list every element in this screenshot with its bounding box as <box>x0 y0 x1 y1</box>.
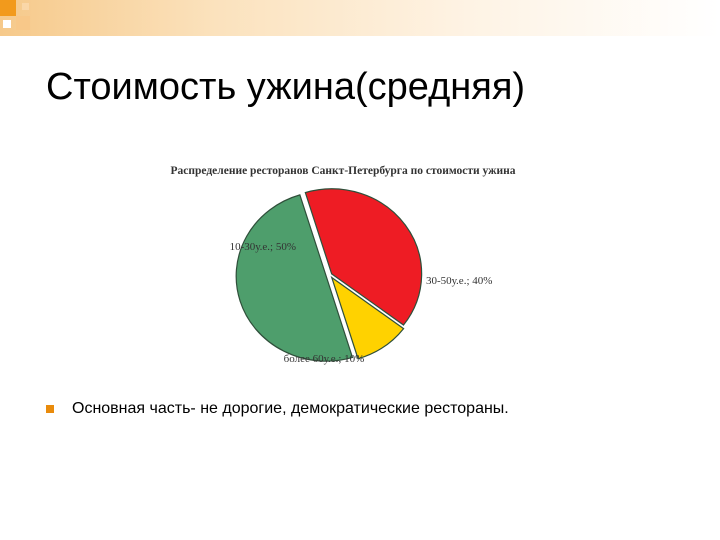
pie-slice-label: более 60у.е.; 10% <box>283 353 365 365</box>
pie-slices <box>236 189 421 361</box>
pie-slice-label: 30-50у.е.; 40% <box>426 275 493 287</box>
decor-square-white <box>3 20 11 28</box>
pie-slice-label: 10-30у.е.; 50% <box>229 241 296 253</box>
bullet-marker <box>46 405 54 413</box>
pie-chart-svg <box>100 150 600 370</box>
decor-square-small <box>22 3 29 10</box>
bullet-text: Основная часть- не дорогие, демократические рестораны. <box>72 400 509 417</box>
pie-chart <box>100 150 600 370</box>
decor-square-orange <box>0 0 16 16</box>
slide-title: Стоимость ужина(средняя) <box>46 66 526 108</box>
chart-title: Распределение ресторанов Санкт-Петербурга по стоимости ужина <box>170 165 516 177</box>
top-decor-bar <box>0 0 720 36</box>
decor-square-light <box>16 16 30 30</box>
